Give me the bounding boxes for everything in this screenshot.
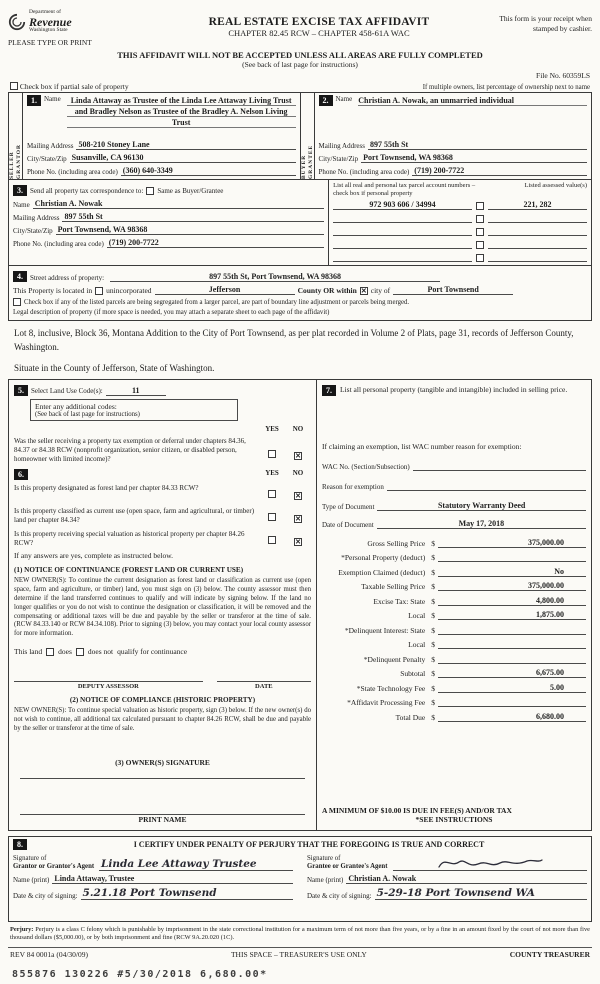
personal-property-checkbox[interactable] xyxy=(476,215,484,223)
deferral-no-checkbox[interactable]: ✕ xyxy=(295,452,301,461)
buyer-phone-value: (719) 200-7722 xyxy=(412,166,587,176)
money-label: Excise Tax: State xyxy=(373,596,426,606)
grantee-date-value: 5-29-18 Port Townsend WA xyxy=(375,887,587,900)
buyer-side-bar xyxy=(301,93,315,179)
assessor-labels-row xyxy=(14,683,311,690)
money-value xyxy=(438,625,586,635)
city-checkbox[interactable]: ✕ xyxy=(360,287,367,296)
corr-name-label: Name xyxy=(13,201,30,210)
grantor-sig-label-1: Signature of xyxy=(13,855,47,863)
grantee-sig-label-2: Grantee or Grantee's Agent xyxy=(307,863,388,871)
deferral-question-text: Was the seller receiving a property tax exemption or deferral under chapters 84.36, 84.37 or 84.38 RCW (nonprofit organization, senior citizen, or disabled person, homeowner with limited income)? xyxy=(14,437,246,463)
personal-property-row xyxy=(322,385,586,396)
form-title: REAL ESTATE EXCISE TAX AFFIDAVIT xyxy=(208,16,430,28)
land-use-label: Select Land Use Code(s): xyxy=(31,386,103,395)
logo-dept: Department of xyxy=(29,9,61,15)
personal-property-label: List all personal property (tangible and intangible) included in selling price. xyxy=(340,385,568,395)
section-4-number: 4. xyxy=(13,271,27,282)
additional-codes-label: Enter any additional codes: xyxy=(35,402,117,412)
print-name-line xyxy=(20,803,305,815)
current-use-no-checkbox[interactable]: ✕ xyxy=(295,515,301,524)
corr-name-value: Christian A. Nowak xyxy=(33,199,324,209)
land-qualify-row xyxy=(14,647,311,656)
personal-property-checkbox[interactable] xyxy=(476,254,484,262)
seller-mailing-label: Mailing Address xyxy=(27,142,74,151)
buyer-mailing-row xyxy=(319,140,588,150)
money-label: Subtotal xyxy=(400,669,426,679)
segregated-row xyxy=(13,298,587,306)
money-row-excise-state xyxy=(322,596,586,606)
notice-continuance-title: (1) NOTICE OF CONTINUANCE (FOREST LAND OR CURRENT USE) xyxy=(14,566,244,575)
grantor-sig-label-2: Grantor or Grantor's Agent xyxy=(13,863,95,871)
section-sale-details xyxy=(317,380,591,830)
buyer-csz-row xyxy=(319,153,588,163)
grantor-signature-value: Linda Lee Attaway Trustee xyxy=(99,858,293,871)
buyer-fields xyxy=(315,93,592,179)
notice-compliance-title: (2) NOTICE OF COMPLIANCE (HISTORIC PROPERTY) xyxy=(69,696,256,705)
parcel-header-label: List all real and personal tax parcel account numbers – check box if personal property xyxy=(333,182,476,197)
section-property xyxy=(8,266,592,321)
does-label: does xyxy=(58,647,72,657)
if-yes-note: If any answers are yes, complete as instructed below. xyxy=(14,551,174,561)
certify-text: I CERTIFY UNDER PENALTY OF PERJURY THAT THE FOREGOING IS TRUE AND CORRECT xyxy=(133,840,485,850)
rev-form-number: REV 84 0001a (04/30/09) xyxy=(10,949,88,959)
see-back-instructions: (See back of last page for instructions) xyxy=(35,411,140,419)
section-6-number: 6. xyxy=(14,469,28,480)
notice-compliance-text: NEW OWNER(S): To continue special valuation as historic property, sign (3) below. If the new owner(s) do not wish to continue, all additional tax calculated pursuant to chapter 84.26 RCW, shall be due and payable by the seller or transferor at the time of sale. xyxy=(14,707,311,732)
exemption-note: If claiming an exemption, list WAC number reason for exemption: xyxy=(322,442,522,452)
please-type-note: PLEASE TYPE OR PRINT xyxy=(8,38,92,48)
warning-line: THIS AFFIDAVIT WILL NOT BE ACCEPTED UNLESS ALL AREAS ARE FULLY COMPLETED xyxy=(117,50,483,61)
money-value: No xyxy=(438,567,586,577)
money-label: Local xyxy=(408,640,426,650)
grantor-date-label: Date & city of signing: xyxy=(13,892,78,901)
dollar-sign: $ xyxy=(431,712,435,722)
corr-phone-value: (719) 200-7722 xyxy=(107,238,324,248)
grantor-name-value: Linda Attaway, Trustee xyxy=(52,874,293,884)
money-label: *Personal Property (deduct) xyxy=(341,553,426,563)
corr-csz-value: Port Townsend, WA 98368 xyxy=(56,225,324,235)
parcel-row xyxy=(333,252,587,262)
city-value: Port Townsend xyxy=(393,285,513,295)
section-2-number: 2. xyxy=(319,95,333,106)
assessed-value xyxy=(488,226,587,236)
footer-row xyxy=(8,947,592,959)
buyer-csz-value: Port Townsend, WA 98368 xyxy=(361,153,587,163)
money-label: Taxable Selling Price xyxy=(361,582,426,592)
buyer-phone-label: Phone No. (including area code) xyxy=(318,168,410,177)
sec6-no-header: NO xyxy=(292,469,304,478)
street-address-label: Street address of property: xyxy=(30,274,105,283)
dollar-sign: $ xyxy=(431,654,435,664)
logo-state: Washington State xyxy=(29,27,68,34)
section-7-number: 7. xyxy=(322,385,336,396)
dollar-sign: $ xyxy=(431,669,435,679)
parcel-number-value xyxy=(333,252,472,262)
legal-description-text: Lot 8, inclusive, Block 36, Montana Addition to the City of Port Townsend, as per plat recorded in Volume 2 of Plats, page 31, records of Jefferson County, Washington. xyxy=(14,328,574,352)
money-value: 375,000.00 xyxy=(438,581,586,591)
buyer-side-label: BUYER xyxy=(300,154,307,180)
file-number: File No. 60359LS xyxy=(536,71,590,81)
money-row-subtotal xyxy=(322,668,586,678)
money-label: *Delinquent Penalty xyxy=(363,654,426,664)
cashier-stamp: 855876 130226 #5/30/2018 6,680.00* xyxy=(12,968,268,980)
current-use-yes-checkbox[interactable] xyxy=(268,513,276,521)
deputy-assessor-line xyxy=(14,672,203,682)
money-row-exemption xyxy=(322,567,586,577)
street-address-value: 897 55th St, Port Townsend, WA 98368 xyxy=(110,272,440,282)
form-subtitle: CHAPTER 82.45 RCW – CHAPTER 458-61A WAC xyxy=(228,28,410,38)
money-label: Gross Selling Price xyxy=(367,538,426,548)
section-seller xyxy=(9,93,301,179)
money-value xyxy=(438,654,586,664)
deferral-question-row xyxy=(14,437,311,463)
sec6-header-row xyxy=(14,469,311,480)
forest-land-question-row xyxy=(14,484,311,503)
assessed-value xyxy=(488,239,587,249)
land-use-row xyxy=(14,385,311,396)
land-prefix-label: This land xyxy=(14,647,43,657)
send-correspondence-label: Send all property tax correspondence to: xyxy=(30,186,144,195)
corr-csz-label: City/State/Zip xyxy=(13,227,53,236)
money-row-taxable xyxy=(322,581,586,591)
seller-csz-row xyxy=(27,153,296,163)
does-not-qualify-checkbox[interactable] xyxy=(76,648,84,656)
buyer-phone-row xyxy=(319,166,588,176)
section-5-number: 5. xyxy=(14,385,28,396)
dollar-sign: $ xyxy=(431,538,435,548)
seller-csz-label: City/State/Zip xyxy=(27,155,67,164)
county-or-label: County OR within xyxy=(297,286,357,296)
grantor-date-value: 5.21.18 Port Townsend xyxy=(81,887,293,900)
see-instructions-note: *SEE INSTRUCTIONS xyxy=(415,815,493,825)
historic-question-text: Is this property receiving special valuation as historical property per chapter 84.26 RCW? xyxy=(14,530,245,548)
assessor-date-label: DATE xyxy=(255,683,273,691)
assessed-header-label: Listed assessed value(s) xyxy=(524,182,587,190)
grantor-name-row xyxy=(13,874,293,884)
parcel-row xyxy=(333,213,587,223)
money-row-delinq-local xyxy=(322,639,586,649)
wac-label: WAC No. (Section/Subsection) xyxy=(322,463,410,472)
same-as-buyer-label: Same as Buyer/Grantee xyxy=(157,186,224,195)
money-value xyxy=(438,639,586,649)
dollar-sign: $ xyxy=(431,553,435,563)
corr-mailing-label: Mailing Address xyxy=(13,214,60,223)
seller-name-value: Linda Attaway as Trustee of the Linda Lee Attaway Living Trust and Bradley Nelson as Trustee of the Bradley A. Nelson Living Trust xyxy=(67,95,296,128)
forest-yes-checkbox[interactable] xyxy=(268,490,276,498)
grantee-name-label: Name (print) xyxy=(307,876,344,885)
doc-date-value: May 17, 2018 xyxy=(377,519,586,529)
buyer-csz-label: City/State/Zip xyxy=(318,155,359,164)
sec5-no-header: NO xyxy=(292,425,304,434)
money-row-excise-local xyxy=(322,610,586,620)
buyer-mailing-value: 897 55th St xyxy=(368,140,587,150)
sec5-yes-no-header xyxy=(14,425,311,433)
current-use-question-text: Is this property classified as current use (open space, farm and agricultural, or timber) land per chapter 84.34? xyxy=(14,507,255,525)
same-as-buyer-checkbox[interactable] xyxy=(146,187,154,195)
money-label: *Affidavit Processing Fee xyxy=(347,698,426,708)
dollar-sign: $ xyxy=(431,683,435,693)
dollar-sign: $ xyxy=(431,640,435,650)
grantee-date-row xyxy=(307,887,587,900)
corr-mailing-value: 897 55th St xyxy=(62,212,324,222)
logo-name: Revenue xyxy=(29,14,72,29)
money-row-delinq-state xyxy=(322,625,586,635)
personal-property-checkbox[interactable] xyxy=(476,202,484,210)
corr-csz-row xyxy=(13,225,324,235)
dollar-sign: $ xyxy=(431,611,435,621)
receipt-note: This form is your receipt when stamped by cashier. xyxy=(499,14,592,33)
seller-side-label: SELLER xyxy=(9,151,15,180)
header xyxy=(8,10,592,47)
parcel-number-value xyxy=(333,239,472,249)
dollar-sign: $ xyxy=(431,625,435,635)
street-address-row xyxy=(13,271,587,282)
money-value: 6,680.00 xyxy=(438,712,586,722)
corr-name-row xyxy=(13,199,324,209)
dollar-sign: $ xyxy=(431,698,435,708)
money-value: 5.00 xyxy=(438,683,586,693)
money-row-total-due xyxy=(322,712,586,722)
minimum-due-note: A MINIMUM OF $10.00 IS DUE IN FEE(S) AND/OR TAX xyxy=(322,806,512,816)
seller-phone-value: (360) 640-3349 xyxy=(121,166,296,176)
revenue-swirl-icon xyxy=(8,13,26,31)
corr-phone-label: Phone No. (including area code) xyxy=(13,240,104,249)
corr-mailing-row xyxy=(13,212,324,222)
print-name-label: PRINT NAME xyxy=(138,815,187,825)
money-label: *State Technology Fee xyxy=(356,683,426,693)
located-label: This Property is located in xyxy=(13,286,93,296)
parcel-list xyxy=(329,180,591,265)
assessor-signature-lines xyxy=(14,672,311,682)
seller-name-label: Name xyxy=(44,95,61,104)
personal-property-checkbox[interactable] xyxy=(476,241,484,249)
grantee-date-label: Date & city of signing: xyxy=(307,892,372,901)
buyer-name-label: Name xyxy=(335,95,353,104)
parcel-number-value: 972 903 606 / 34994 xyxy=(333,200,472,210)
buyer-mailing-label: Mailing Address xyxy=(318,142,365,151)
money-row-penalty xyxy=(322,654,586,664)
multiple-owners-note: If multiple owners, list percentage of ownership next to name xyxy=(422,84,590,92)
money-value xyxy=(438,697,586,707)
section-8-number: 8. xyxy=(13,839,27,850)
wac-value xyxy=(413,461,586,471)
assessor-date-line xyxy=(217,672,311,682)
section-1-number: 1. xyxy=(27,95,41,106)
parcel-row xyxy=(333,226,587,236)
doc-date-label: Date of Document xyxy=(322,521,374,530)
legal-description-label: Legal description of property (if more space is needed, you may attach a separate sheet to each page of the affidavit) xyxy=(13,309,330,317)
money-value xyxy=(438,552,586,562)
money-value: 375,000.00 xyxy=(438,538,586,548)
partial-sale-label: Check box if partial sale of property xyxy=(19,82,129,92)
dollar-sign: $ xyxy=(431,582,435,592)
owners-signature-title: (3) OWNER(S) SIGNATURE xyxy=(115,757,210,767)
grantee-name-value: Christian A. Nowak xyxy=(346,874,587,884)
unincorporated-label: unincorporated xyxy=(106,286,152,296)
money-label: *Delinquent Interest: State xyxy=(344,625,426,635)
located-in-row xyxy=(13,285,587,295)
county-treasurer-label: COUNTY TREASURER xyxy=(509,949,590,959)
grantee-side-label: GRANTEE xyxy=(307,144,314,180)
section-buyer xyxy=(301,93,592,179)
revenue-logo xyxy=(8,10,158,34)
land-suffix-label: qualify for continuance xyxy=(117,647,188,657)
money-value: 1,875.00 xyxy=(438,610,586,620)
grantee-signature-value xyxy=(393,855,587,871)
grantee-signature-label xyxy=(307,855,393,871)
parcel-number-value xyxy=(333,226,472,236)
signature-columns xyxy=(13,852,587,900)
partial-sale-group xyxy=(10,82,129,91)
notice-continuance-text: NEW OWNER(S): To continue the current designation as forest land or classification as current use (open space, farm and agriculture, or timber) land, you must sign on (3) below. The county assessor must then determine if the land transferred continues to qualify and will indicate by signing below. If the land no longer qualifies or you do not wish to continue the designation or classification, it will be removed and the compensating or additional taxes will be due and payable by the seller or transferor at the time of sale. (RCW 84.33.140 or RCW 84.34.108). Prior to signing (3) below, you may contact your local county assessor for more information. xyxy=(14,577,311,638)
parcel-number-value xyxy=(333,213,472,223)
deputy-assessor-label: DEPUTY ASSESSOR xyxy=(77,683,139,691)
perjury-text: Perjury is a class C felony which is punishable by imprisonment in the state correctional institution for a maximum term of not more than five years, or by a fine in an amount fixed by the court of not more than five thousand dollars ($5,000.00), or by both imprisonment and fine (RCW 9A.20.020 (1C). xyxy=(10,926,590,942)
money-label: Local xyxy=(408,611,426,621)
seller-csz-value: Susanville, CA 96130 xyxy=(70,153,296,163)
segregated-checkbox[interactable] xyxy=(13,298,21,306)
grantor-signature-block xyxy=(13,852,293,900)
land-use-code-value: 11 xyxy=(106,386,166,396)
header-center xyxy=(158,10,480,38)
grantee-name-row xyxy=(307,874,587,884)
certify-header xyxy=(13,839,587,850)
header-left xyxy=(8,10,158,47)
dollar-sign: $ xyxy=(431,596,435,606)
corr-phone-row xyxy=(13,238,324,248)
grantor-signature-label xyxy=(13,855,99,871)
parcel-row xyxy=(333,239,587,249)
wac-row xyxy=(322,461,586,471)
see-back-note: (See back of last page for instructions) xyxy=(242,60,358,70)
section-correspondence xyxy=(8,180,592,266)
doc-type-value: Statutory Warranty Deed xyxy=(377,501,586,511)
additional-codes-box xyxy=(30,399,238,421)
does-qualify-checkbox[interactable] xyxy=(46,648,54,656)
buyer-name-value: Christian A. Nowak, an unmarried individual xyxy=(358,95,587,106)
grantor-side-label: GRANTOR xyxy=(16,144,22,180)
seller-mailing-value: 508-210 Stoney Lane xyxy=(76,140,295,150)
parcel-row xyxy=(333,200,587,210)
forest-no-checkbox[interactable]: ✕ xyxy=(295,492,301,501)
perjury-paragraph xyxy=(10,926,590,943)
reason-label: Reason for exemption xyxy=(322,483,384,492)
treasurer-space-label: THIS SPACE – TREASURER'S USE ONLY xyxy=(230,949,367,959)
doc-type-row xyxy=(322,501,586,511)
middle-sections xyxy=(8,379,592,831)
parcel-list-header xyxy=(333,182,587,197)
dollar-sign: $ xyxy=(431,567,435,577)
send-correspondence-row xyxy=(13,185,324,196)
money-row-gross xyxy=(322,538,586,548)
personal-property-blank-area xyxy=(322,396,586,442)
doc-date-row xyxy=(322,519,586,529)
money-row-processing-fee xyxy=(322,697,586,707)
historic-yes-checkbox[interactable] xyxy=(268,536,276,544)
grantee-signature-row xyxy=(307,855,587,871)
unincorporated-checkbox[interactable] xyxy=(95,287,103,295)
section-land-use xyxy=(9,380,317,830)
owners-signature-line xyxy=(20,767,305,779)
money-value: 6,675.00 xyxy=(438,668,586,678)
historic-no-checkbox[interactable]: ✕ xyxy=(295,538,301,547)
partial-sale-checkbox[interactable] xyxy=(10,82,18,90)
grantee-signature-scrawl xyxy=(435,855,545,870)
logo-text xyxy=(29,10,72,34)
seller-phone-label: Phone No. (including area code) xyxy=(27,168,118,177)
assessed-value xyxy=(488,213,587,223)
seller-phone-row xyxy=(27,166,296,176)
personal-property-checkbox[interactable] xyxy=(476,228,484,236)
assessed-value xyxy=(488,252,587,262)
section-3-number: 3. xyxy=(13,185,27,196)
grantee-signature-block xyxy=(307,852,587,900)
grantor-signature-row xyxy=(13,855,293,871)
seller-side-bar xyxy=(9,93,23,179)
grantee-sig-label-1: Signature of xyxy=(307,855,341,863)
reason-value xyxy=(387,481,586,491)
money-row-tech-fee xyxy=(322,683,586,693)
partial-sale-row xyxy=(10,82,590,91)
money-label: Exemption Claimed (deduct) xyxy=(338,567,426,577)
current-use-question-row xyxy=(14,507,311,526)
deferral-yes-checkbox[interactable] xyxy=(268,450,276,458)
historic-question-row xyxy=(14,530,311,549)
forest-land-question-text: Is this property designated as forest land per chapter 84.33 RCW? xyxy=(14,484,199,493)
seller-mailing-row xyxy=(27,140,296,150)
segregated-label: Check box if any of the listed parcels are being segregated from a larger parcel, are part of boundary line adjustment or parcels being merged. xyxy=(24,298,410,306)
sec5-yes-header: YES xyxy=(265,425,279,434)
grantor-name-label: Name (print) xyxy=(13,876,50,885)
situate-text: Situate in the County of Jefferson, State of Washington. xyxy=(14,363,215,374)
reason-row xyxy=(322,481,586,491)
correspondence-fields xyxy=(9,180,329,265)
perjury-label: Perjury: xyxy=(10,926,34,934)
sec6-yes-header: YES xyxy=(265,469,279,478)
seller-fields xyxy=(23,93,300,179)
does-not-label: does not xyxy=(87,647,114,657)
money-row-personal xyxy=(322,552,586,562)
city-label: city of xyxy=(370,286,391,296)
money-value: 4,800.00 xyxy=(438,596,586,606)
money-label: Total Due xyxy=(395,712,426,722)
grantor-date-row xyxy=(13,887,293,900)
section-certification xyxy=(8,836,592,922)
parties-section xyxy=(8,92,592,180)
assessed-value: 221, 282 xyxy=(488,200,587,210)
county-value: Jefferson xyxy=(155,285,295,295)
doc-type-label: Type of Document xyxy=(322,503,375,512)
